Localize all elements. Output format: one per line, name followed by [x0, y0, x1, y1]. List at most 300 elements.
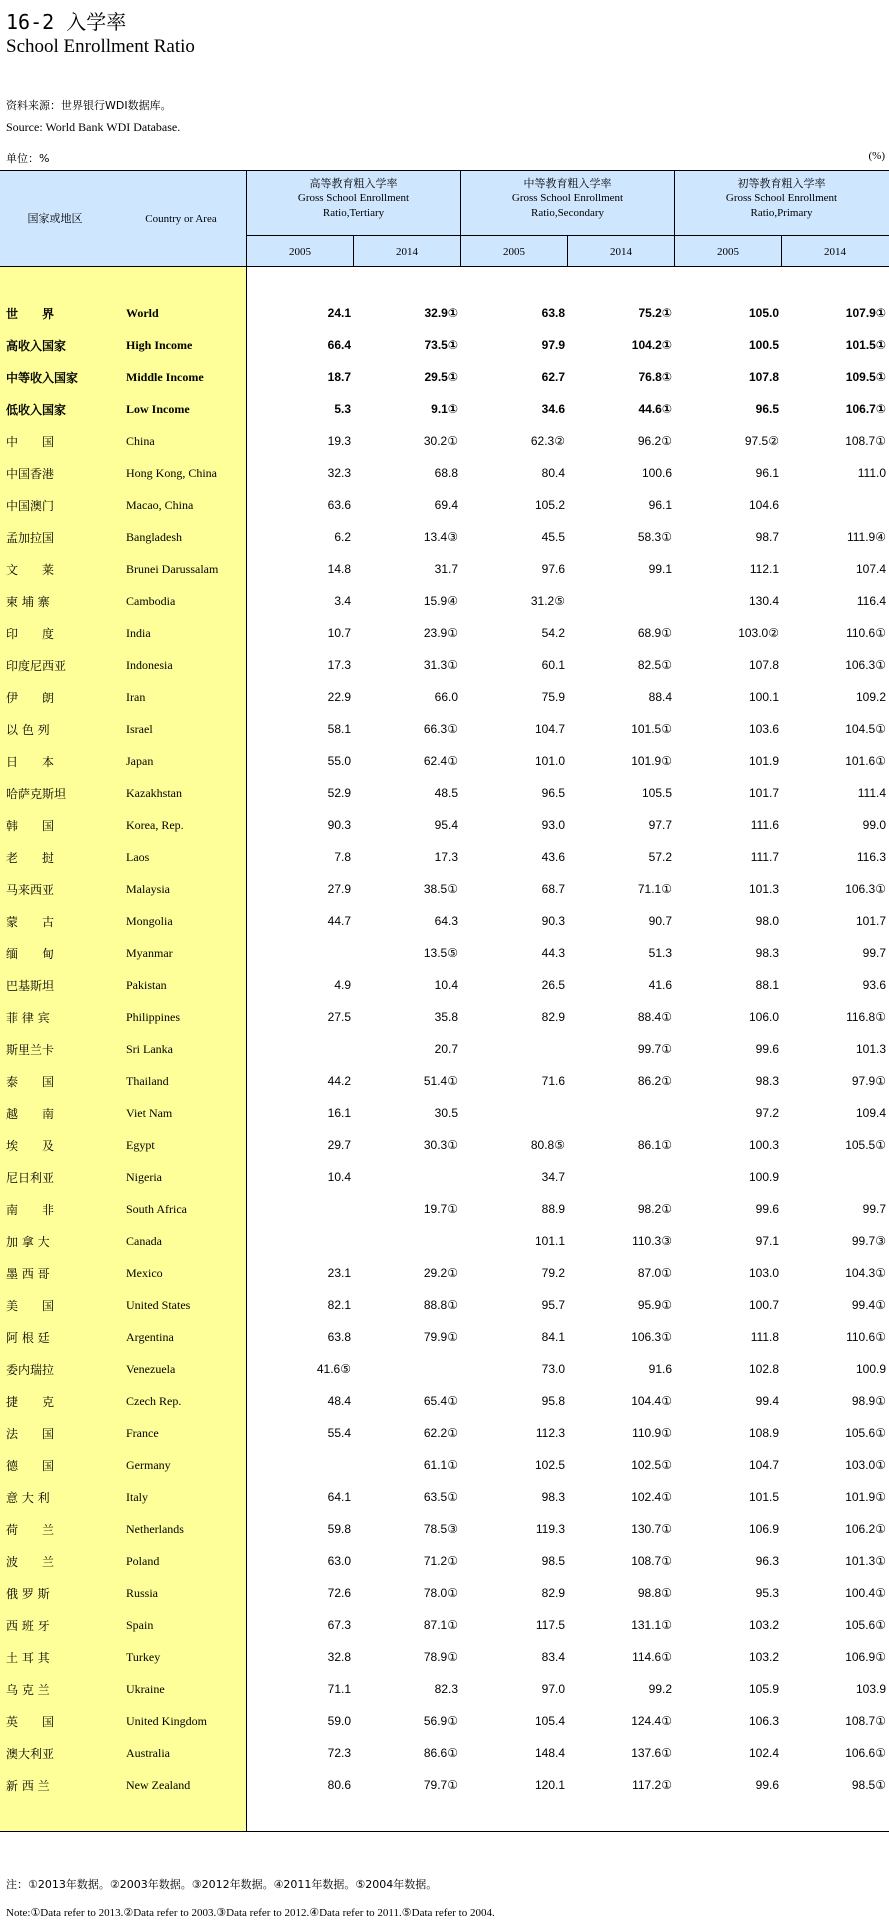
table-row — [0, 713, 889, 745]
value-cell: 105.6① — [845, 1618, 886, 1632]
value-cell: 111.6 — [750, 818, 779, 832]
table-row — [0, 809, 889, 841]
value-cell: 137.6① — [631, 1746, 672, 1760]
value-cell: 72.3 — [327, 1746, 351, 1760]
value-cell: 101.5① — [631, 722, 672, 736]
value-cell: 48.4 — [327, 1394, 351, 1408]
table-row — [0, 1417, 889, 1449]
value-cell: 51.4① — [423, 1074, 458, 1088]
table-row — [0, 745, 889, 777]
footnote-en: Note:①Data refer to 2013.②Data refer to 2003.③Data refer to 2012.④Data refer to 2011.⑤Data refer to 2004. — [6, 1907, 495, 1919]
country-name-cn: 缅 甸 — [6, 947, 55, 961]
value-cell: 67.3 — [327, 1618, 351, 1632]
table-row — [0, 1673, 889, 1705]
header-secondary-en1: Gross School Enrollment — [511, 192, 624, 204]
value-cell: 148.4 — [534, 1746, 565, 1760]
value-cell: 75.9 — [541, 690, 565, 704]
value-cell: 97.2 — [755, 1106, 779, 1120]
value-cell: 86.1① — [637, 1138, 672, 1152]
value-cell: 103.0② — [738, 626, 779, 640]
table-row — [0, 1129, 889, 1161]
value-cell: 105.0 — [748, 306, 779, 320]
value-cell: 31.7 — [434, 562, 458, 576]
value-cell: 78.9① — [423, 1650, 458, 1664]
value-cell: 130.4 — [748, 594, 779, 608]
value-cell: 131.1① — [631, 1618, 672, 1632]
header-secondary — [461, 176, 674, 221]
country-name-cn: 柬 埔 寨 — [6, 595, 50, 609]
table-row — [0, 457, 889, 489]
value-cell: 111.0 — [857, 466, 886, 480]
country-name-cn: 低收入国家 — [6, 403, 67, 417]
value-cell: 17.3 — [434, 850, 458, 864]
value-cell: 97.5② — [744, 434, 779, 448]
country-name-en: India — [126, 626, 151, 640]
country-name-cn: 文 莱 — [6, 563, 55, 577]
country-name-en: China — [126, 434, 155, 448]
value-cell: 26.5 — [541, 978, 565, 992]
country-name-cn: 蒙 古 — [6, 915, 55, 929]
table-row — [0, 777, 889, 809]
value-cell: 88.8① — [423, 1298, 458, 1312]
value-cell: 101.7 — [855, 914, 886, 928]
value-cell: 31.2⑤ — [530, 594, 565, 608]
value-cell: 90.3 — [327, 818, 351, 832]
country-name-cn: 尼日利亚 — [6, 1171, 55, 1185]
country-name-cn: 捷 克 — [6, 1395, 55, 1409]
value-cell: 107.9① — [845, 306, 886, 320]
value-cell: 108.9 — [748, 1426, 779, 1440]
year-tertiary-2014: 2014 — [396, 246, 418, 258]
table-row — [0, 1001, 889, 1033]
value-cell: 100.9 — [748, 1170, 779, 1184]
value-cell: 106.6① — [845, 1746, 886, 1760]
country-name-cn: 南 非 — [6, 1203, 55, 1217]
value-cell: 101.6① — [845, 754, 886, 768]
value-cell: 124.4① — [631, 1714, 672, 1728]
country-name-cn: 意 大 利 — [6, 1491, 50, 1505]
country-name-en: Mexico — [126, 1266, 163, 1280]
country-name-cn: 美 国 — [6, 1299, 55, 1313]
value-cell: 105.5① — [845, 1138, 886, 1152]
value-cell: 96.1 — [755, 466, 779, 480]
value-cell: 59.0 — [327, 1714, 351, 1728]
value-cell: 109.4 — [855, 1106, 886, 1120]
table-row — [0, 1033, 889, 1065]
table-row — [0, 1737, 889, 1769]
country-name-cn: 高收入国家 — [6, 339, 67, 353]
value-cell: 108.7① — [845, 434, 886, 448]
value-cell: 102.4① — [631, 1490, 672, 1504]
value-cell: 4.9 — [334, 978, 351, 992]
value-cell: 101.0 — [534, 754, 565, 768]
country-name-en: Mongolia — [126, 914, 173, 928]
value-cell: 27.5 — [327, 1010, 351, 1024]
country-name-cn: 墨 西 哥 — [6, 1267, 50, 1281]
value-cell: 101.9① — [631, 754, 672, 768]
header-primary-en1: Gross School Enrollment — [725, 192, 838, 204]
value-cell: 114.6① — [632, 1650, 672, 1664]
year-divider-1 — [353, 235, 354, 266]
value-cell: 5.3 — [334, 402, 351, 416]
value-cell: 54.2 — [541, 626, 565, 640]
year-primary-2005: 2005 — [717, 246, 739, 258]
header-tertiary-cn: 高等教育粗入学率 — [309, 177, 398, 190]
value-cell: 7.8 — [334, 850, 351, 864]
value-cell: 106.9 — [748, 1522, 779, 1536]
country-name-en: Nigeria — [126, 1170, 162, 1184]
header-tertiary — [247, 176, 460, 221]
table-row — [0, 1161, 889, 1193]
value-cell: 13.4③ — [423, 530, 458, 544]
value-cell: 88.4 — [648, 690, 672, 704]
value-cell: 130.7① — [631, 1522, 672, 1536]
value-cell: 98.3 — [755, 946, 779, 960]
value-cell: 73.0 — [541, 1362, 565, 1376]
value-cell: 101.3 — [748, 882, 779, 896]
value-cell: 111.7 — [750, 850, 779, 864]
value-cell: 68.7 — [541, 882, 565, 896]
value-cell: 96.5 — [541, 786, 565, 800]
value-cell: 93.0 — [541, 818, 565, 832]
value-cell: 10.4 — [434, 978, 458, 992]
value-cell: 64.3 — [434, 914, 458, 928]
country-name-cn: 法 国 — [6, 1427, 55, 1441]
header-secondary-cn: 中等教育粗入学率 — [523, 177, 612, 190]
country-name-en: Argentina — [126, 1330, 174, 1344]
value-cell: 78.5③ — [423, 1522, 458, 1536]
country-name-en: Japan — [126, 754, 154, 768]
value-cell: 96.5 — [755, 402, 779, 416]
value-cell: 100.6 — [641, 466, 672, 480]
value-cell: 78.0① — [423, 1586, 458, 1600]
value-cell: 59.8 — [327, 1522, 351, 1536]
value-cell: 87.0① — [637, 1266, 672, 1280]
country-name-en: Viet Nam — [126, 1106, 173, 1120]
value-cell: 119.3 — [535, 1522, 565, 1536]
value-cell: 96.3 — [755, 1554, 779, 1568]
value-cell: 72.6 — [327, 1586, 351, 1600]
value-cell: 100.3 — [748, 1138, 779, 1152]
table-row — [0, 393, 889, 425]
table-row — [0, 1449, 889, 1481]
table-row — [0, 1641, 889, 1673]
country-name-cn: 斯里兰卡 — [6, 1043, 55, 1057]
table-row — [0, 937, 889, 969]
value-cell: 110.9① — [632, 1426, 672, 1440]
country-name-en: New Zealand — [126, 1778, 191, 1792]
table-row — [0, 297, 889, 329]
value-cell: 98.8① — [637, 1586, 672, 1600]
country-name-cn: 孟加拉国 — [6, 531, 55, 545]
table-row — [0, 681, 889, 713]
value-cell: 86.2① — [637, 1074, 672, 1088]
table-row — [0, 585, 889, 617]
value-cell: 106.3① — [631, 1330, 672, 1344]
value-cell: 3.4 — [334, 594, 351, 608]
value-cell: 61.1① — [423, 1458, 458, 1472]
value-cell: 116.8① — [846, 1010, 886, 1024]
country-name-en: Netherlands — [126, 1522, 184, 1536]
header-primary-en2: Ratio,Primary — [750, 207, 813, 219]
country-name-cn: 韩 国 — [6, 819, 55, 833]
value-cell: 110.6① — [846, 1330, 886, 1344]
value-cell: 24.1 — [327, 306, 351, 320]
value-cell: 101.5① — [845, 338, 886, 352]
value-cell: 101.1 — [534, 1234, 565, 1248]
country-name-cn: 中国香港 — [6, 467, 55, 481]
value-cell: 88.9 — [541, 1202, 565, 1216]
country-name-cn: 英 国 — [6, 1715, 55, 1729]
value-cell: 105.9 — [748, 1682, 779, 1696]
value-cell: 55.0 — [327, 754, 351, 768]
value-cell: 104.4① — [631, 1394, 672, 1408]
value-cell: 44.3 — [541, 946, 565, 960]
value-cell: 106.3 — [748, 1714, 779, 1728]
country-name-en: Korea, Rep. — [126, 818, 184, 832]
value-cell: 99.6 — [755, 1042, 779, 1056]
value-cell: 32.8 — [327, 1650, 351, 1664]
country-name-en: France — [126, 1426, 159, 1440]
value-cell: 27.9 — [327, 882, 351, 896]
table-row — [0, 841, 889, 873]
table-row — [0, 1353, 889, 1385]
value-cell: 43.6 — [541, 850, 565, 864]
value-cell: 71.6 — [541, 1074, 565, 1088]
table-row — [0, 873, 889, 905]
value-cell: 93.6 — [862, 978, 886, 992]
header-mid-rule — [247, 235, 889, 236]
country-name-en: Bangladesh — [126, 530, 182, 544]
country-name-en: Australia — [126, 1746, 170, 1760]
value-cell: 95.3 — [755, 1586, 779, 1600]
value-cell: 48.5 — [434, 786, 458, 800]
value-cell: 98.3 — [541, 1490, 565, 1504]
header-primary — [675, 176, 888, 221]
table-row — [0, 1513, 889, 1545]
value-cell: 57.2 — [648, 850, 672, 864]
country-name-cn: 中国澳门 — [6, 499, 55, 513]
country-name-en: Spain — [126, 1618, 154, 1632]
table-row — [0, 1097, 889, 1129]
value-cell: 103.2 — [748, 1618, 779, 1632]
country-name-cn: 新 西 兰 — [6, 1779, 50, 1793]
value-cell: 105.4 — [534, 1714, 565, 1728]
value-cell: 90.3 — [541, 914, 565, 928]
value-cell: 66.3① — [423, 722, 458, 736]
country-name-cn: 伊 朗 — [6, 691, 55, 705]
country-name-cn: 波 兰 — [6, 1555, 55, 1569]
value-cell: 104.2① — [631, 338, 672, 352]
unit-right: (%) — [868, 150, 885, 162]
value-cell: 108.7① — [631, 1554, 672, 1568]
table-row — [0, 1289, 889, 1321]
value-cell: 95.9① — [637, 1298, 672, 1312]
value-cell: 10.7 — [327, 626, 351, 640]
header-tertiary-en1: Gross School Enrollment — [297, 192, 410, 204]
country-name-cn: 世 界 — [6, 307, 55, 321]
value-cell: 23.9① — [423, 626, 458, 640]
table-row — [0, 1065, 889, 1097]
value-cell: 99.7① — [637, 1042, 672, 1056]
value-cell: 63.6 — [327, 498, 351, 512]
value-cell: 66.4 — [327, 338, 351, 352]
unit-cn: 单位：% — [6, 152, 50, 165]
country-name-en: Indonesia — [126, 658, 173, 672]
value-cell: 117.5 — [535, 1618, 565, 1632]
value-cell: 79.7① — [423, 1778, 458, 1792]
country-name-cn: 阿 根 廷 — [6, 1331, 50, 1345]
value-cell: 69.4 — [434, 498, 458, 512]
value-cell: 71.2① — [423, 1554, 458, 1568]
country-name-en: Egypt — [126, 1138, 155, 1152]
value-cell: 10.4 — [327, 1170, 351, 1184]
value-cell: 44.2 — [327, 1074, 351, 1088]
country-name-en: Russia — [126, 1586, 159, 1600]
value-cell: 19.7① — [423, 1202, 458, 1216]
table-bottom-rule — [0, 1831, 889, 1832]
year-tertiary-2005: 2005 — [289, 246, 311, 258]
value-cell: 111.4 — [857, 786, 886, 800]
value-cell: 104.6 — [748, 498, 779, 512]
country-name-en: Low Income — [126, 402, 190, 416]
value-cell: 60.1 — [541, 658, 565, 672]
country-name-en: Laos — [126, 850, 150, 864]
country-name-en: Italy — [126, 1490, 148, 1504]
value-cell: 29.5① — [424, 370, 458, 384]
country-name-en: United States — [126, 1298, 191, 1312]
value-cell: 95.8 — [541, 1394, 565, 1408]
country-name-cn: 澳大利亚 — [6, 1747, 55, 1761]
value-cell: 71.1① — [637, 882, 672, 896]
value-cell: 103.0① — [845, 1458, 886, 1472]
value-cell: 62.2① — [423, 1426, 458, 1440]
value-cell: 75.2① — [638, 306, 672, 320]
value-cell: 98.5① — [851, 1778, 886, 1792]
value-cell: 45.5 — [541, 530, 565, 544]
value-cell: 32.9① — [424, 306, 458, 320]
value-cell: 22.9 — [327, 690, 351, 704]
country-name-cn: 菲 律 宾 — [6, 1011, 50, 1025]
table-row — [0, 521, 889, 553]
value-cell: 105.5 — [641, 786, 672, 800]
value-cell: 99.7 — [862, 946, 886, 960]
value-cell: 55.4 — [327, 1426, 351, 1440]
table-row — [0, 1385, 889, 1417]
country-name-en: Myanmar — [126, 946, 173, 960]
value-cell: 73.5① — [424, 338, 458, 352]
country-name-en: Czech Rep. — [126, 1394, 182, 1408]
value-cell: 99.6 — [755, 1202, 779, 1216]
value-cell: 107.8 — [748, 658, 779, 672]
value-cell: 107.8 — [748, 370, 779, 384]
value-cell: 30.2① — [423, 434, 458, 448]
value-cell: 38.5① — [423, 882, 458, 896]
value-cell: 103.0 — [748, 1266, 779, 1280]
country-name-cn: 老 挝 — [6, 851, 55, 865]
value-cell: 109.2 — [855, 690, 886, 704]
value-cell: 100.4① — [845, 1586, 886, 1600]
value-cell: 80.4 — [541, 466, 565, 480]
value-cell: 16.1 — [327, 1106, 351, 1120]
value-cell: 99.7 — [862, 1202, 886, 1216]
value-cell: 80.6 — [327, 1778, 351, 1792]
value-cell: 106.9① — [845, 1650, 886, 1664]
table-row — [0, 905, 889, 937]
value-cell: 30.5 — [434, 1106, 458, 1120]
group-divider-1 — [460, 171, 461, 266]
table-row — [0, 1769, 889, 1801]
value-cell: 64.1 — [327, 1490, 351, 1504]
table-row — [0, 1705, 889, 1737]
value-cell: 62.3② — [530, 434, 565, 448]
value-cell: 35.8 — [434, 1010, 458, 1024]
value-cell: 83.4 — [541, 1650, 565, 1664]
value-cell: 20.7 — [434, 1042, 458, 1056]
table-row — [0, 1257, 889, 1289]
table-row — [0, 1321, 889, 1353]
country-name-en: Philippines — [126, 1010, 181, 1024]
table-row — [0, 425, 889, 457]
value-cell: 58.1 — [327, 722, 351, 736]
value-cell: 98.3 — [755, 1074, 779, 1088]
value-cell: 100.5 — [748, 338, 779, 352]
value-cell: 100.7 — [748, 1298, 779, 1312]
value-cell: 44.6① — [638, 402, 672, 416]
value-cell: 117.2① — [632, 1778, 672, 1792]
value-cell: 108.7① — [845, 1714, 886, 1728]
country-name-en: Poland — [126, 1554, 160, 1568]
value-cell: 86.6① — [423, 1746, 458, 1760]
country-name-en: Brunei Darussalam — [126, 562, 219, 576]
value-cell: 44.7 — [327, 914, 351, 928]
value-cell: 41.6 — [648, 978, 672, 992]
table-row — [0, 969, 889, 1001]
value-cell: 102.5① — [631, 1458, 672, 1472]
header-secondary-en2: Ratio,Secondary — [530, 207, 604, 219]
value-cell: 105.2 — [534, 498, 565, 512]
country-name-cn: 埃 及 — [6, 1139, 55, 1153]
value-cell: 82.1 — [327, 1298, 351, 1312]
value-cell: 104.5① — [845, 722, 886, 736]
value-cell: 58.3① — [637, 530, 672, 544]
value-cell: 34.6 — [541, 402, 565, 416]
value-cell: 17.3 — [327, 658, 351, 672]
value-cell: 103.2 — [748, 1650, 779, 1664]
value-cell: 79.2 — [541, 1266, 565, 1280]
year-divider-3 — [781, 235, 782, 266]
value-cell: 76.8① — [638, 370, 672, 384]
country-name-cn: 荷 兰 — [6, 1523, 55, 1537]
value-cell: 30.3① — [423, 1138, 458, 1152]
country-name-en: Canada — [126, 1234, 162, 1248]
value-cell: 91.6 — [648, 1362, 672, 1376]
value-cell: 104.7 — [534, 722, 565, 736]
value-cell: 62.7 — [541, 370, 565, 384]
value-cell: 99.7③ — [851, 1234, 886, 1248]
country-name-cn: 以 色 列 — [6, 723, 50, 737]
value-cell: 101.5 — [748, 1490, 779, 1504]
value-cell: 63.8 — [541, 306, 565, 320]
value-cell: 99.1 — [648, 562, 672, 576]
value-cell: 106.3① — [845, 882, 886, 896]
country-name-cn: 加 拿 大 — [6, 1235, 50, 1249]
value-cell: 99.0 — [862, 818, 886, 832]
value-cell: 116.4 — [856, 594, 886, 608]
value-cell: 103.9 — [855, 1682, 886, 1696]
value-cell: 62.4① — [423, 754, 458, 768]
value-cell: 120.1 — [534, 1778, 565, 1792]
